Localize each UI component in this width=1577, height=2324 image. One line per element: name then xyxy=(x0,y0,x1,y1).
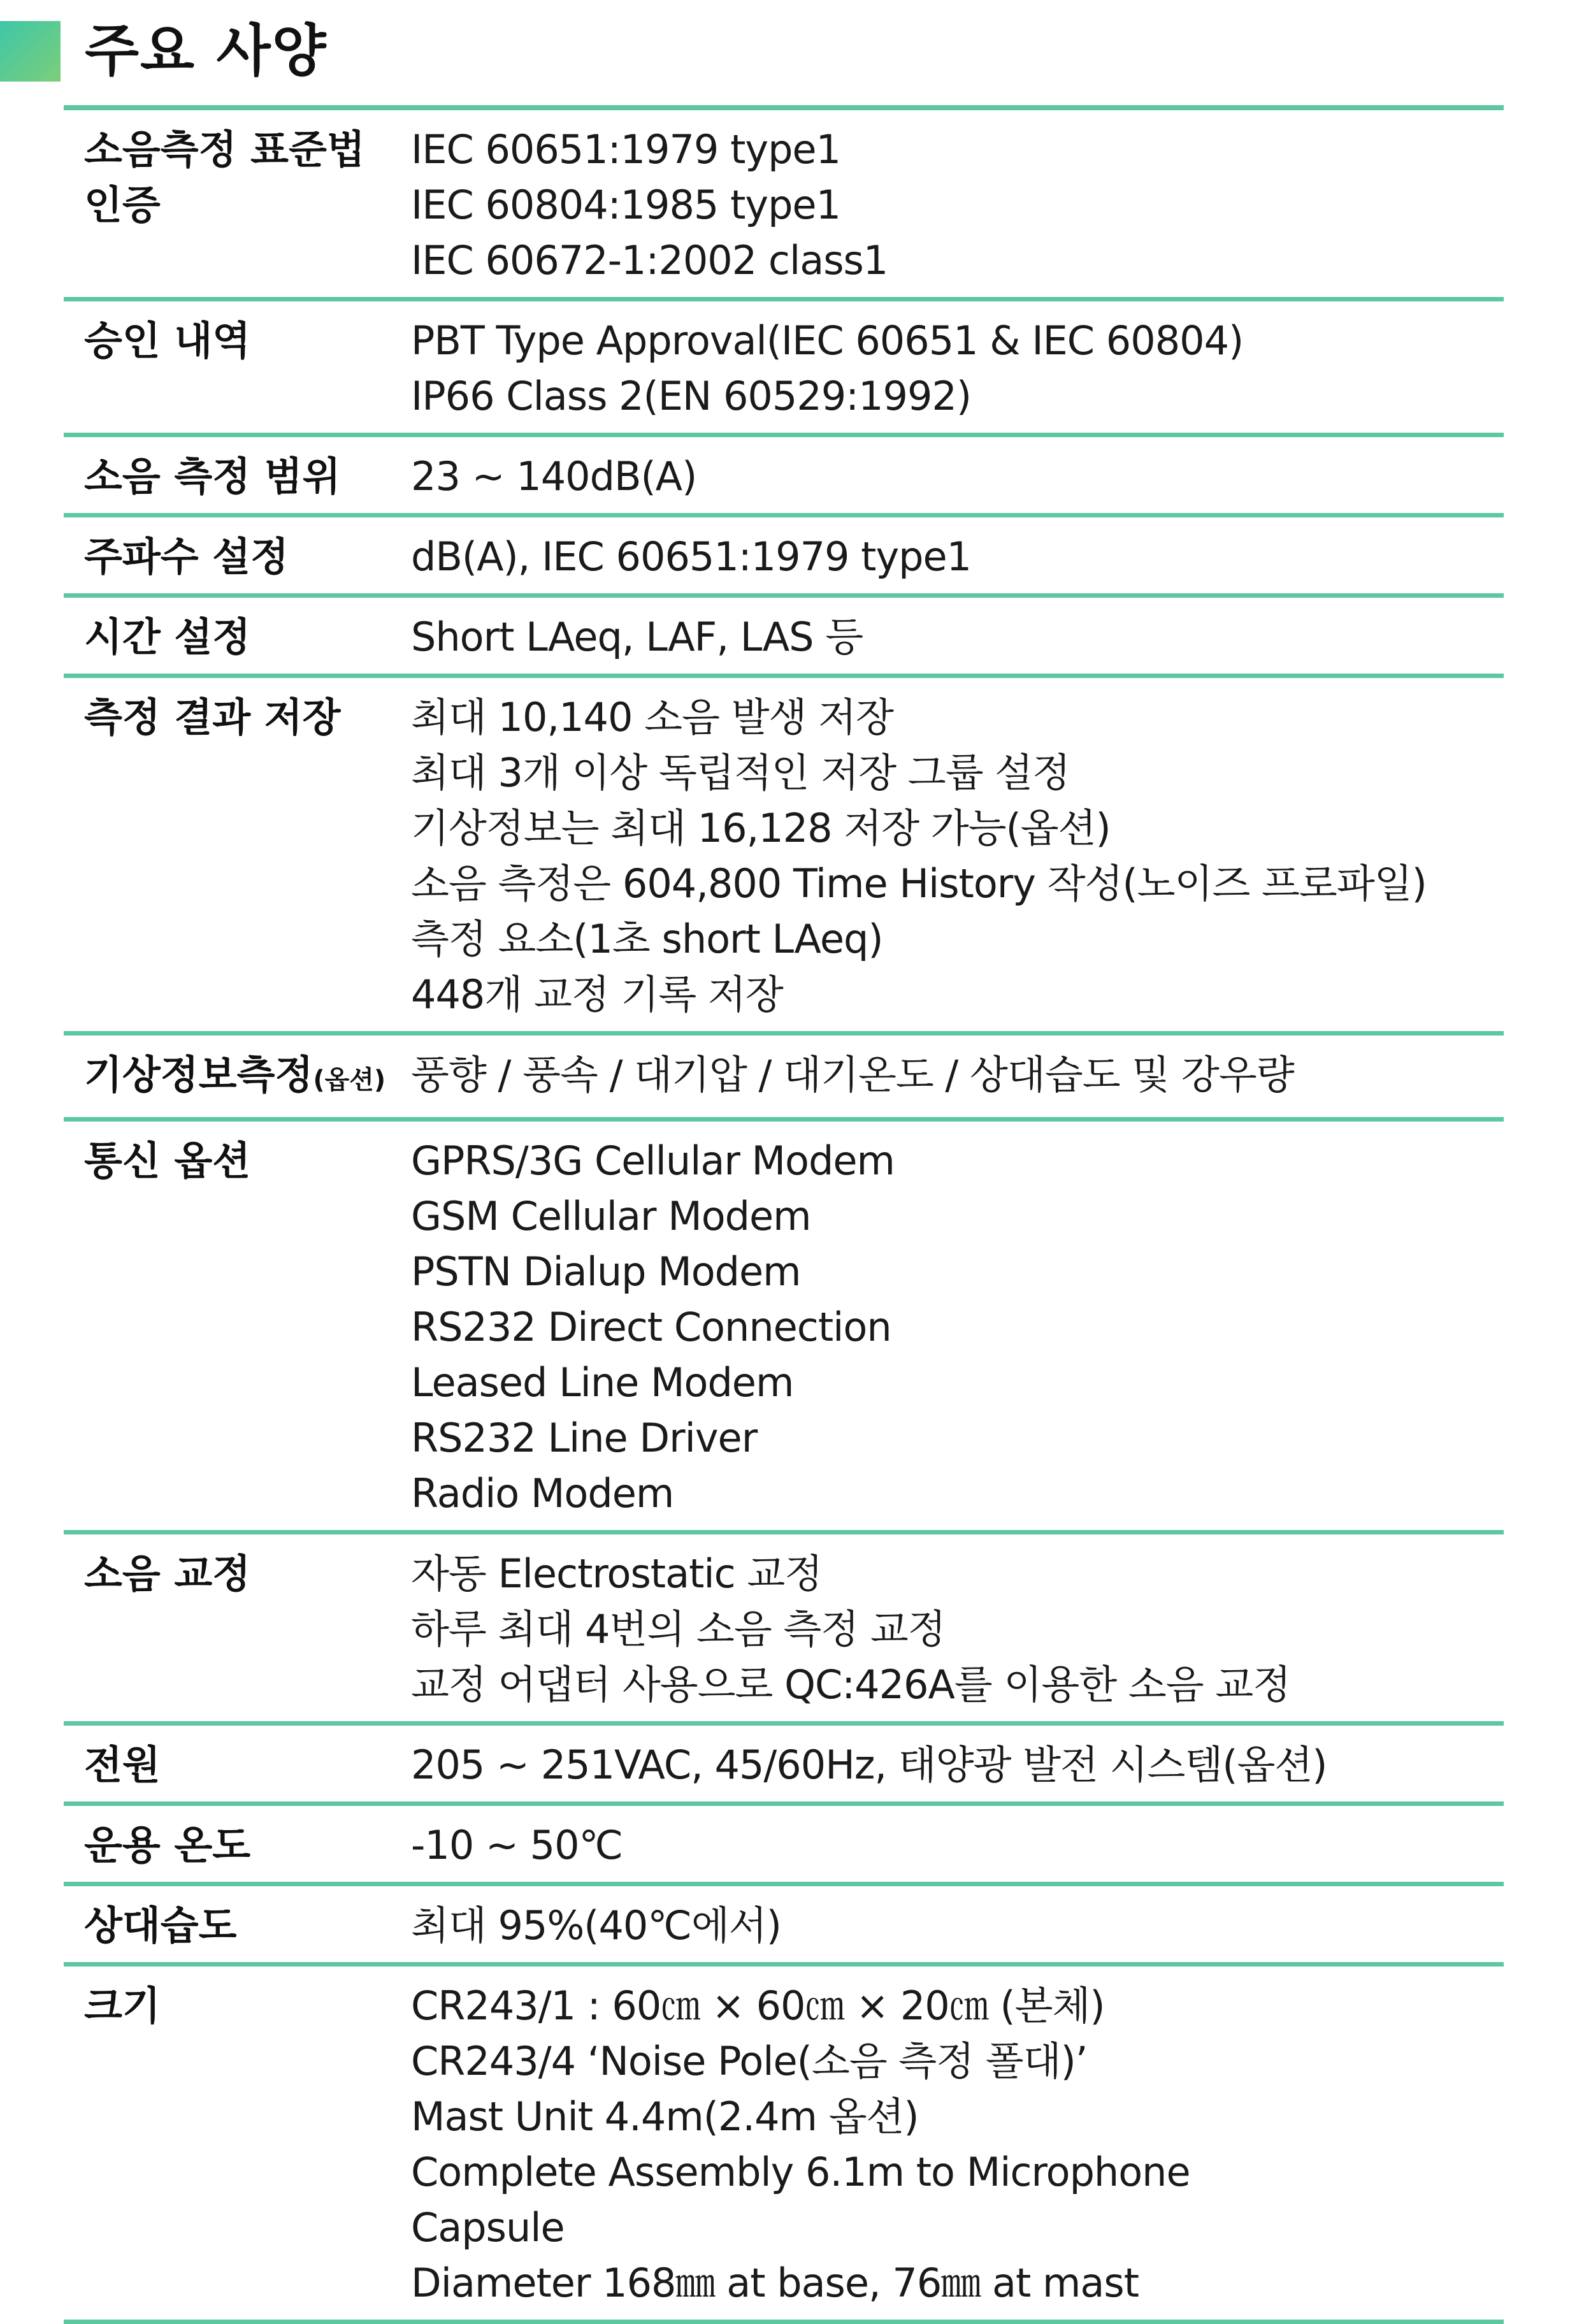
spec-label-line xyxy=(84,1737,411,1793)
spec-label-text: 시간 설정 xyxy=(84,614,251,660)
spec-value-line: 최대 95%(40℃에서) xyxy=(411,1902,781,1949)
spec-label-line xyxy=(84,1817,411,1873)
spec-value-line: 풍향 / 풍속 / 대기압 / 대기온도 / 상대습도 및 강우량 xyxy=(411,1051,1294,1098)
spec-label-line xyxy=(84,609,411,665)
spec-values xyxy=(411,1047,1504,1108)
spec-value-line: 자동 Electrostatic 교정 xyxy=(411,1550,823,1597)
spec-label xyxy=(64,122,411,288)
spec-value-line: Capsule xyxy=(411,2204,565,2251)
spec-label-line xyxy=(84,177,411,233)
spec-row xyxy=(64,1036,1504,1122)
spec-label xyxy=(64,1978,411,2311)
spec-value-line: 소음 측정은 604,800 Time History 작성(노이즈 프로파일) xyxy=(411,860,1427,907)
spec-label xyxy=(64,1546,411,1712)
spec-row xyxy=(64,1726,1504,1806)
spec-value-line: dB(A), IEC 60651:1979 type1 xyxy=(411,533,972,580)
spec-label-suffix: (옵션) xyxy=(313,1065,386,1095)
spec-value-line: CR243/4 ‘Noise Pole(소음 측정 폴대)’ xyxy=(411,2038,1088,2084)
spec-label-text: 상대습도 xyxy=(84,1902,237,1949)
spec-value-line: 최대 3개 이상 독립적인 저장 그룹 설정 xyxy=(411,749,1070,796)
spec-label xyxy=(64,609,411,665)
spec-value-line: Mast Unit 4.4m(2.4m 옵션) xyxy=(411,2093,919,2140)
spec-row xyxy=(64,1122,1504,1534)
spec-values xyxy=(411,1817,1504,1873)
spec-label-text: 주파수 설정 xyxy=(84,533,289,580)
spec-value-line: Short LAeq, LAF, LAS 등 xyxy=(411,614,863,660)
spec-label xyxy=(64,689,411,1022)
section-heading xyxy=(0,19,328,83)
spec-value-line: RS232 Direct Connection xyxy=(411,1304,891,1350)
spec-label-text: 인증 xyxy=(84,182,161,228)
spec-values xyxy=(411,1133,1504,1521)
spec-label xyxy=(64,1898,411,1953)
spec-value-line: 기상정보는 최대 16,128 저장 가능(옵션) xyxy=(411,805,1111,851)
section-title: 주요 사양 xyxy=(85,18,328,83)
spec-label-text: 전원 xyxy=(84,1742,161,1788)
spec-row xyxy=(64,598,1504,678)
spec-values xyxy=(411,122,1504,288)
spec-label-line xyxy=(84,1133,411,1188)
spec-values xyxy=(411,449,1504,504)
spec-label-text: 기상정보측정 xyxy=(84,1051,313,1098)
spec-value-line: 23 ~ 140dB(A) xyxy=(411,453,697,500)
spec-row xyxy=(64,1886,1504,1967)
spec-row xyxy=(64,1806,1504,1886)
spec-values xyxy=(411,1978,1504,2311)
spec-value-line: IEC 60672-1:2002 class1 xyxy=(411,237,888,284)
spec-label-text: 측정 결과 저장 xyxy=(84,694,341,740)
spec-values xyxy=(411,1546,1504,1712)
spec-value-line: IEC 60651:1979 type1 xyxy=(411,126,841,173)
spec-row xyxy=(64,301,1504,437)
spec-value-line: 448개 교정 기록 저장 xyxy=(411,971,783,1018)
spec-values xyxy=(411,609,1504,665)
spec-row xyxy=(64,678,1504,1036)
spec-label-text: 소음측정 표준법 xyxy=(84,126,365,173)
spec-value-line: IEC 60804:1985 type1 xyxy=(411,182,841,228)
table-top-rule xyxy=(64,105,1504,110)
spec-value-line: 최대 10,140 소음 발생 저장 xyxy=(411,694,893,740)
spec-label xyxy=(64,313,411,424)
spec-value-line: PBT Type Approval(IEC 60651 & IEC 60804) xyxy=(411,317,1244,364)
spec-value-line: PSTN Dialup Modem xyxy=(411,1248,801,1295)
heading-accent-square xyxy=(0,21,61,82)
spec-label-text: 승인 내역 xyxy=(84,317,251,364)
spec-values xyxy=(411,1898,1504,1953)
spec-label-line xyxy=(84,122,411,177)
spec-label-line xyxy=(84,1978,411,2033)
spec-value-line: 측정 요소(1초 short LAeq) xyxy=(411,916,883,962)
spec-value-line: Complete Assembly 6.1m to Microphone xyxy=(411,2149,1190,2195)
spec-values xyxy=(411,529,1504,584)
spec-label-line xyxy=(84,1047,411,1108)
spec-label-line xyxy=(84,689,411,745)
spec-value-line: Leased Line Modem xyxy=(411,1359,794,1406)
spec-table xyxy=(64,105,1504,2324)
spec-row xyxy=(64,1967,1504,2324)
spec-value-line: -10 ~ 50℃ xyxy=(411,1822,623,1868)
spec-label xyxy=(64,1047,411,1108)
spec-value-line: CR243/1 : 60㎝ × 60㎝ × 20㎝ (본체) xyxy=(411,1982,1105,2029)
spec-value-line: GPRS/3G Cellular Modem xyxy=(411,1137,895,1184)
spec-value-line: Diameter 168㎜ at base, 76㎜ at mast xyxy=(411,2260,1139,2306)
spec-label xyxy=(64,449,411,504)
spec-label-text: 운용 온도 xyxy=(84,1822,251,1868)
spec-label-text: 크기 xyxy=(84,1982,161,2029)
spec-row xyxy=(64,517,1504,598)
spec-values xyxy=(411,689,1504,1022)
spec-label-line xyxy=(84,313,411,368)
spec-value-line: 205 ~ 251VAC, 45/60Hz, 태양광 발전 시스템(옵션) xyxy=(411,1742,1327,1788)
spec-label-line xyxy=(84,529,411,584)
spec-value-line: IP66 Class 2(EN 60529:1992) xyxy=(411,373,972,419)
spec-label xyxy=(64,1817,411,1873)
spec-label-text: 소음 교정 xyxy=(84,1550,251,1597)
spec-label-line xyxy=(84,1898,411,1953)
spec-label xyxy=(64,529,411,584)
spec-label-text: 소음 측정 범위 xyxy=(84,453,341,500)
spec-label xyxy=(64,1737,411,1793)
spec-values xyxy=(411,313,1504,424)
spec-value-line: Radio Modem xyxy=(411,1470,674,1517)
spec-row xyxy=(64,437,1504,517)
spec-label xyxy=(64,1133,411,1521)
spec-label-line xyxy=(84,1546,411,1601)
spec-label-line xyxy=(84,449,411,504)
spec-value-line: RS232 Line Driver xyxy=(411,1415,758,1461)
spec-row xyxy=(64,1534,1504,1726)
spec-row xyxy=(64,110,1504,301)
spec-value-line: 하루 최대 4번의 소음 측정 교정 xyxy=(411,1606,946,1652)
spec-values xyxy=(411,1737,1504,1793)
spec-value-line: GSM Cellular Modem xyxy=(411,1193,811,1239)
spec-value-line: 교정 어댑터 사용으로 QC:426A를 이용한 소음 교정 xyxy=(411,1661,1291,1708)
spec-label-text: 통신 옵션 xyxy=(84,1137,251,1184)
